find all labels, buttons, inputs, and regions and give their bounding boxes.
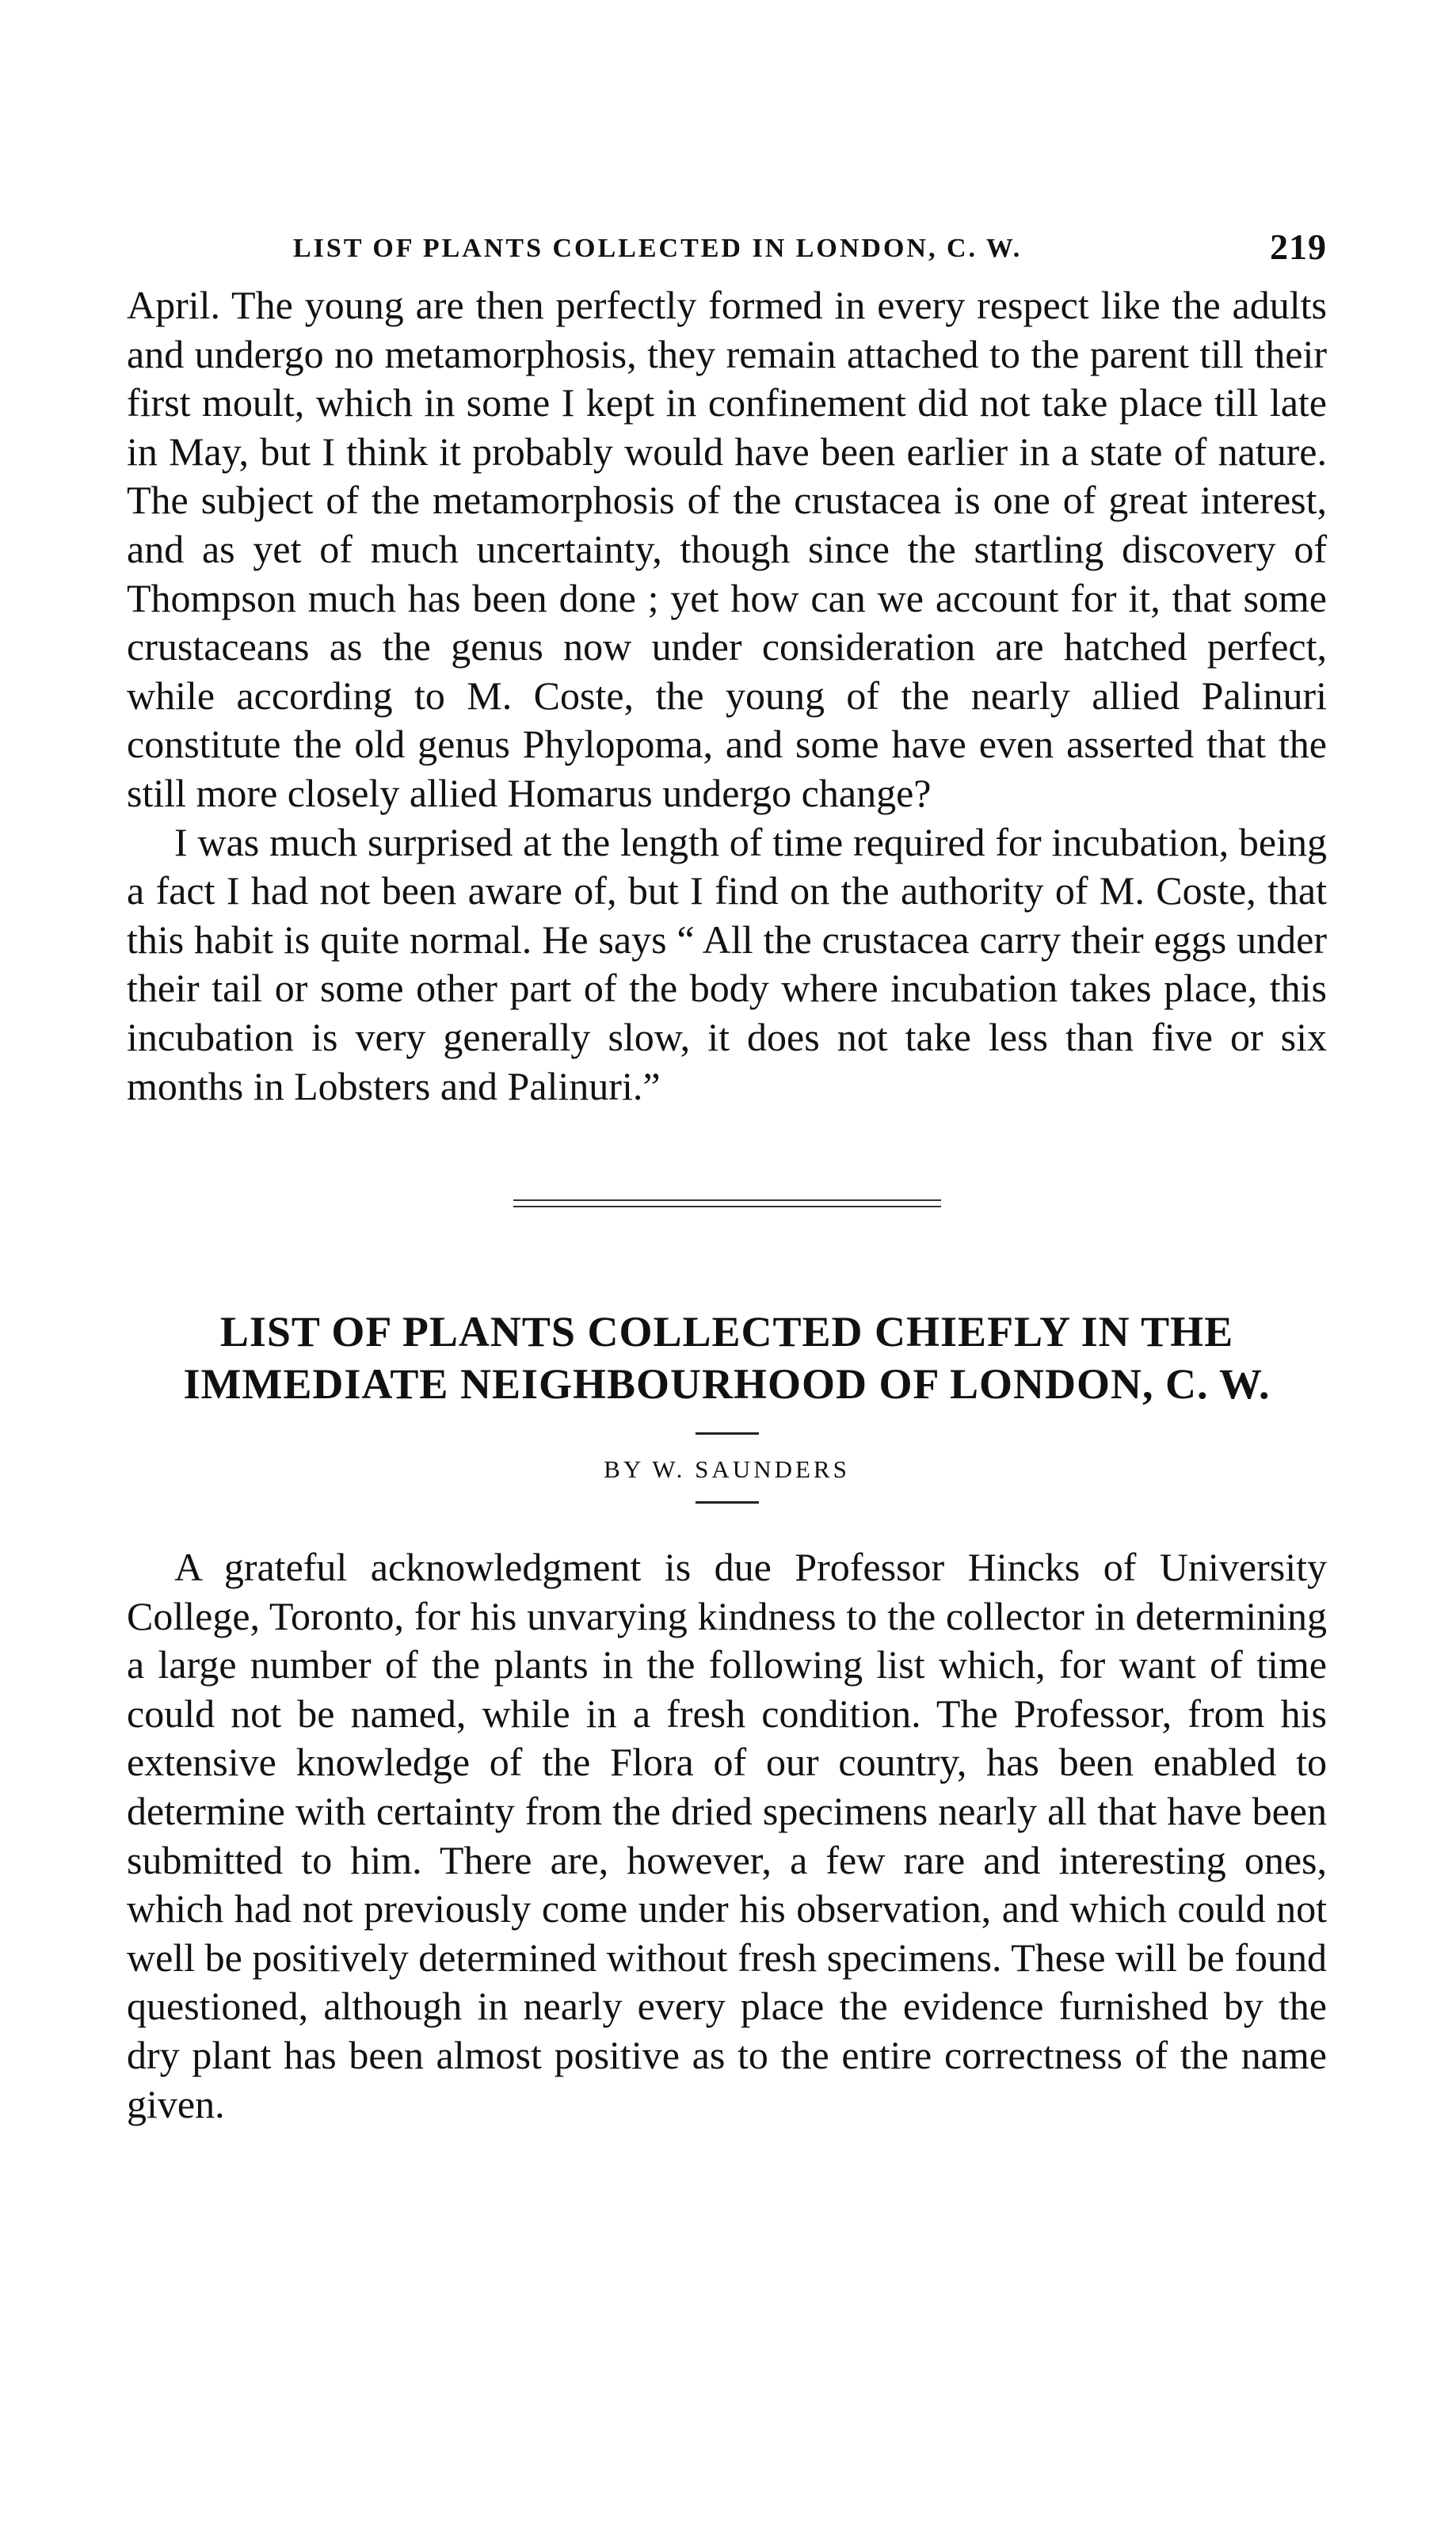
book-page — [127, 226, 1327, 2129]
divider-line-bottom — [513, 1206, 941, 1207]
title-rule — [696, 1432, 759, 1435]
continued-paragraph-1: April. The young are then perfectly formed in every respect like the adults and undergo no metamorphosis, they remain attached to the parent till their first moult, which in some I kept in confinement did not take place till late in May, but I think it probably would have been earlier in a state of nature. The subject of the metamorphosis of the crustacea is one of great interest, and as yet of much uncertainty, though since the startling discovery of Thompson much has been done ; yet how can we account for it, that some crustaceans as the genus now under consideration are hatched perfect, while according to M. Coste, the young of the nearly allied Palinuri constitute the old genus Phylopoma, and some have even asserted that the still more closely allied Homarus undergo change? — [127, 283, 1327, 815]
continued-paragraph-2: I was much surprised at the length of time required for incubation, being a fact I had not been aware of, but I find on the authority of M. Coste, that this habit is quite normal. He says “ All the crustacea carry their eggs under their tail or some other part of the body where incubation takes place, this incubation is very generally slow, it does not take less than five or six months in Lobsters and Palinuri.” — [127, 819, 1327, 1108]
article-title: LIST OF PLANTS COLLECTED CHIEFLY IN THE IMMEDIATE NEIGHBOURHOOD OF LONDON, C. W. — [183, 1308, 1271, 1409]
article-body — [127, 1543, 1327, 2129]
divider-line-top — [513, 1199, 941, 1201]
continued-text — [127, 281, 1327, 1111]
running-head-title: LIST OF PLANTS COLLECTED IN LONDON, C. W. — [293, 234, 1023, 263]
byline-rule — [696, 1501, 759, 1504]
section-divider — [513, 1198, 941, 1211]
article-paragraph-1: A grateful acknowledgment is due Professor Hincks of University College, Toronto, for his unvarying kindness to the collector in determining a large number of the plants in the following list which, for want of time could not be named, while in a fresh condition. The Professor, from his extensive knowledge of the Flora of our country, has been enabled to determine with certainty from the dried specimens nearly all that have been submitted to him. There are, however, a few rare and interesting ones, which had not previously come under his observation, and which could not well be positively determined without fresh specimens. These will be found questioned, although in nearly every place the evidence furnished by the dry plant has been almost positive as to the entire correctness of the name given. — [127, 1545, 1327, 2126]
running-head — [127, 226, 1327, 281]
page-number: 219 — [1270, 227, 1327, 267]
byline: BY W. SAUNDERS — [604, 1455, 850, 1484]
